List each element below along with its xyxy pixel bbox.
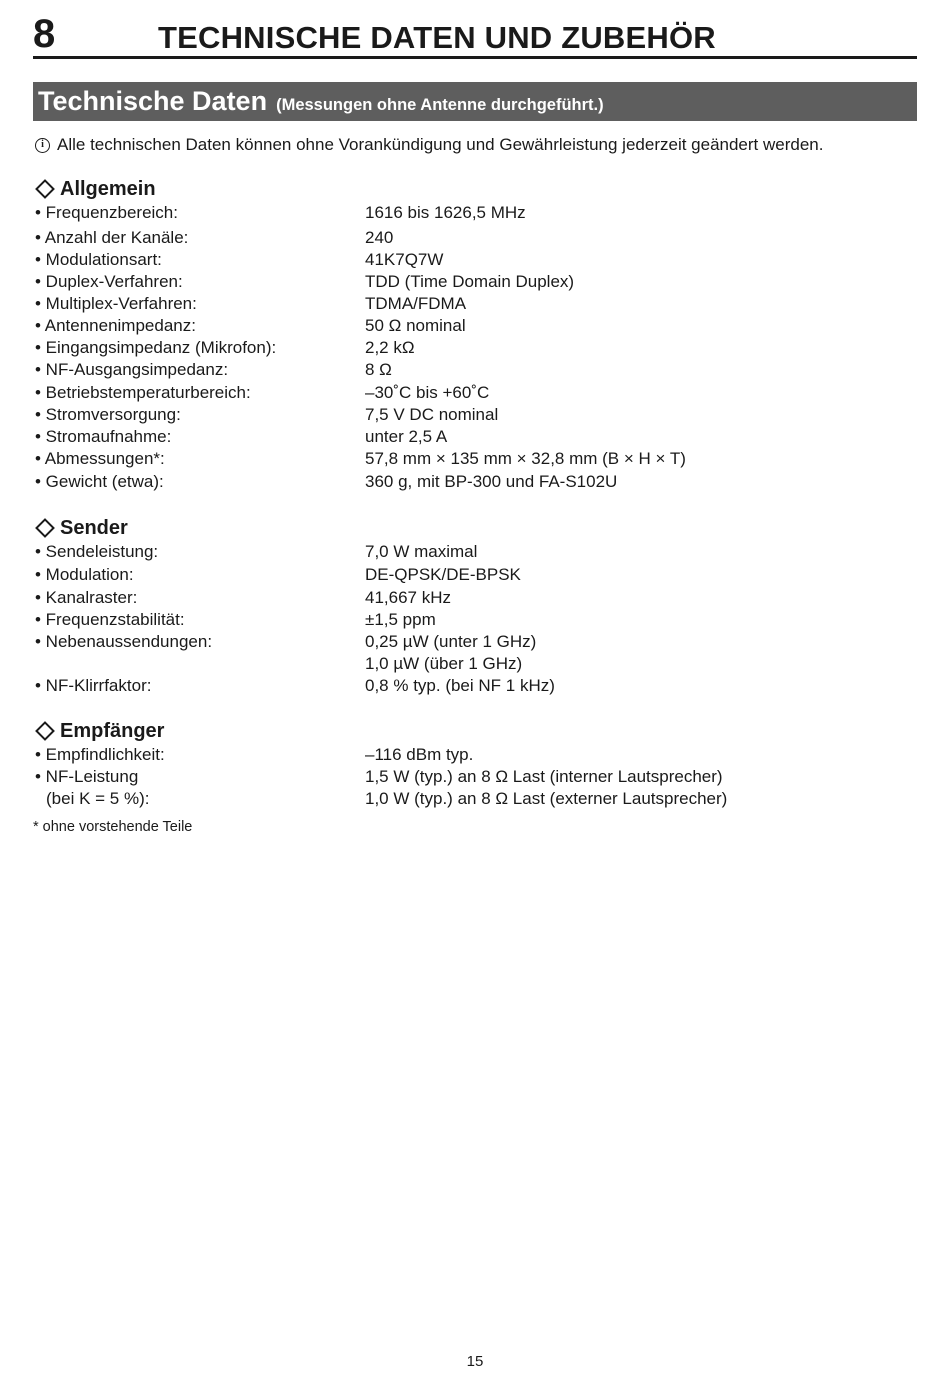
- spec-value: DE-QPSK/DE-BPSK: [365, 565, 521, 584]
- spec-label: • Empfindlichkeit:: [35, 745, 165, 764]
- spec-row: [35, 315, 895, 337]
- spec-label: • Eingangsimpedanz (Mikrofon):: [35, 338, 277, 357]
- section-title: Technische Daten: [38, 86, 268, 116]
- spec-row: [35, 404, 895, 426]
- spec-value: 0,25 µW (unter 1 GHz): [365, 632, 537, 651]
- group-title-label: Allgemein: [60, 178, 156, 200]
- spec-label: • Frequenzbereich:: [35, 203, 178, 222]
- spec-label: • NF-Leistung: [35, 767, 139, 786]
- spec-label: • Antennenimpedanz:: [35, 316, 196, 335]
- group-title-label: Sender: [60, 517, 128, 539]
- diamond-icon: [35, 179, 55, 199]
- spec-row: [35, 653, 895, 675]
- page-number: 15: [466, 1353, 484, 1370]
- spec-value: –30˚C bis +60˚C: [365, 383, 490, 402]
- spec-value: 240: [365, 228, 394, 247]
- spec-value: 57,8 mm × 135 mm × 32,8 mm (B × H × T): [365, 449, 686, 468]
- spec-row: [35, 337, 895, 359]
- spec-value: 1,0 W (typ.) an 8 Ω Last (externer Lautsprecher): [365, 789, 728, 808]
- spec-value: 1616 bis 1626,5 MHz: [365, 203, 526, 222]
- spec-value: ±1,5 ppm: [365, 610, 436, 629]
- group-title-allgemein: [35, 177, 156, 201]
- spec-row: [35, 293, 895, 315]
- spec-label: • Multiplex-Verfahren:: [35, 294, 197, 313]
- spec-row: [35, 426, 895, 448]
- spec-label: • Modulationsart:: [35, 250, 162, 269]
- info-note-text: Alle technischen Daten können ohne Vorankündigung und Gewährleistung jederzeit geändert werden.: [57, 135, 824, 154]
- spec-label: • Nebenaussendungen:: [35, 632, 213, 651]
- spec-row: [35, 359, 895, 381]
- spec-value: 360 g, mit BP-300 und FA-S102U: [365, 472, 618, 491]
- spec-label: • NF-Klirrfaktor:: [35, 676, 152, 695]
- spec-label: • Betriebstemperaturbereich:: [35, 383, 251, 402]
- spec-value: TDD (Time Domain Duplex): [365, 272, 575, 291]
- spec-row: [35, 675, 895, 697]
- spec-label: • NF-Ausgangsimpedanz:: [35, 360, 229, 379]
- spec-label: • Sendeleistung:: [35, 542, 159, 561]
- diamond-icon: [35, 721, 55, 741]
- section-header-bar: [33, 82, 917, 121]
- spec-label: • Stromversorgung:: [35, 405, 181, 424]
- spec-label: • Stromaufnahme:: [35, 427, 172, 446]
- spec-value: 0,8 % typ. (bei NF 1 kHz): [365, 676, 555, 695]
- spec-label: • Duplex-Verfahren:: [35, 272, 183, 291]
- info-icon: i: [35, 138, 50, 153]
- footnote: * ohne vorstehende Teile: [33, 819, 193, 835]
- spec-label: • Frequenzstabilität:: [35, 610, 185, 629]
- spec-row: [35, 788, 895, 810]
- spec-row: [35, 471, 895, 493]
- spec-row: [35, 227, 895, 249]
- spec-row: [35, 541, 895, 563]
- spec-row: [35, 587, 895, 609]
- spec-label: • Anzahl der Kanäle:: [35, 228, 189, 247]
- spec-value: 41K7Q7W: [365, 250, 444, 269]
- spec-value: 50 Ω nominal: [365, 316, 466, 335]
- section-subtitle: (Messungen ohne Antenne durchgeführt.): [276, 96, 604, 114]
- spec-value: 1,5 W (typ.) an 8 Ω Last (interner Lautsprecher): [365, 767, 723, 786]
- chapter-number: 8: [33, 12, 56, 56]
- spec-label: • Gewicht (etwa):: [35, 472, 164, 491]
- group-title-label: Empfänger: [60, 720, 165, 742]
- spec-row: [35, 766, 895, 788]
- info-note: [35, 134, 823, 156]
- spec-value: –116 dBm typ.: [365, 745, 474, 764]
- spec-row: [35, 564, 895, 586]
- diamond-icon: [35, 518, 55, 538]
- spec-label: • Modulation:: [35, 565, 134, 584]
- chapter-title: TECHNISCHE DATEN UND ZUBEHÖR: [158, 20, 716, 55]
- spec-value: unter 2,5 A: [365, 427, 448, 446]
- spec-row: [35, 448, 895, 470]
- spec-row: [35, 202, 895, 224]
- spec-row: [35, 249, 895, 271]
- spec-value: 7,0 W maximal: [365, 542, 478, 561]
- spec-row: [35, 609, 895, 631]
- spec-value: TDMA/FDMA: [365, 294, 467, 313]
- spec-value: 2,2 kΩ: [365, 338, 415, 357]
- spec-value: 41,667 kHz: [365, 588, 451, 607]
- group-title-empfaenger: [35, 719, 164, 743]
- spec-label: (bei K = 5 %):: [46, 789, 150, 808]
- spec-row: [35, 744, 895, 766]
- spec-label: • Abmessungen*:: [35, 449, 165, 468]
- spec-row: [35, 382, 895, 404]
- spec-row: [35, 631, 895, 653]
- chapter-divider: [33, 56, 917, 59]
- spec-row: [35, 271, 895, 293]
- spec-value: 8 Ω: [365, 360, 392, 379]
- spec-value: 1,0 µW (über 1 GHz): [365, 654, 523, 673]
- spec-value: 7,5 V DC nominal: [365, 405, 499, 424]
- group-title-sender: [35, 516, 128, 540]
- spec-label: • Kanalraster:: [35, 588, 138, 607]
